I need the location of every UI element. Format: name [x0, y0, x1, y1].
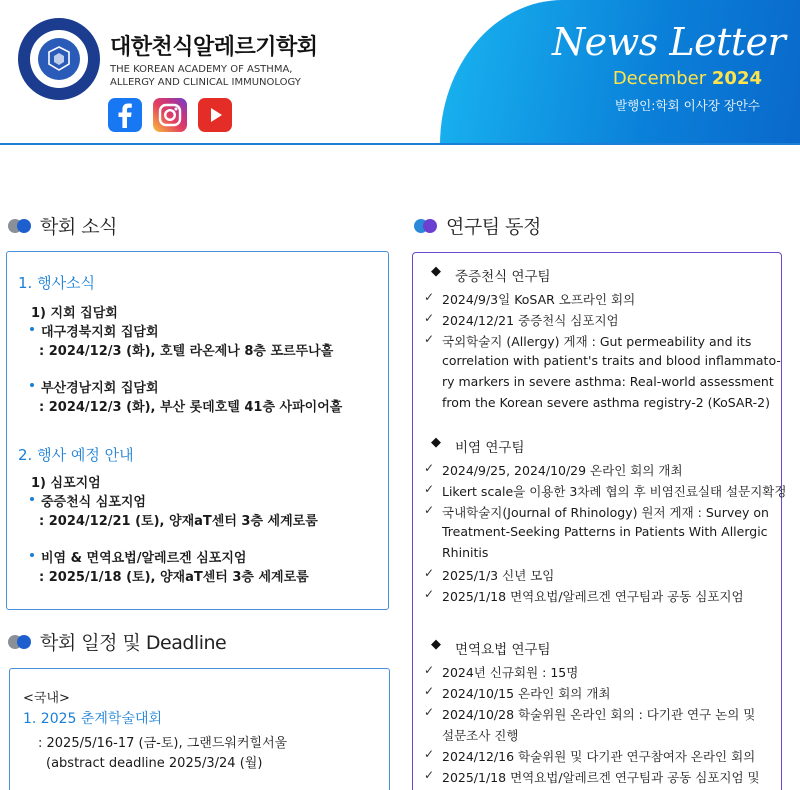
org-name-en-line2: ALLERGY AND CLINICAL IMMUNOLOGY [110, 77, 301, 88]
upcoming-item-detail: : 2025/1/18 (토), 양재aT센터 3층 세계로룸 [39, 570, 309, 585]
team-item: ✓ 2024/10/15 온라인 회의 개최 [424, 684, 611, 702]
event-item-detail: : 2024/12/3 (화), 호텔 라온제나 8층 포르뚜나홀 [39, 344, 334, 359]
team-item: ✓ Likert scale을 이용한 3차례 협의 후 비염진료실태 설문지확정 [424, 482, 786, 500]
youtube-icon[interactable] [198, 98, 232, 132]
header-divider [0, 143, 800, 145]
section-bullet-icon [414, 219, 440, 233]
research-box [412, 252, 787, 790]
upcoming-subheading: 1) 심포지엄 [31, 476, 101, 491]
schedule-title: 학회 일정 및 Deadline [40, 632, 227, 654]
team-item-continuation: ry markers in severe asthma: Real-world assessment [442, 374, 774, 389]
event-item-name: 대구경북지회 집담회 [41, 321, 159, 340]
upcoming-item-name: 비염 & 면역요법/알레르겐 심포지엄 [41, 547, 246, 566]
team-item: ✓ 2025/1/3 신년 모임 [424, 566, 554, 584]
team-item: ✓ 국외학술지 (Allergy) 게재 : Gut permeability and its [424, 332, 751, 350]
upcoming-item-name: 중증천식 심포지엄 [41, 491, 146, 510]
upcoming-item-detail: : 2024/12/21 (토), 양재aT센터 3층 세계로룸 [39, 514, 318, 529]
issue-date [613, 68, 762, 89]
team-item-continuation: Rhinitis [442, 545, 489, 560]
event-item-name: 부산경남지회 집담회 [41, 377, 159, 396]
team-item-continuation: from the Korean severe asthma registry-2 (KoSAR-2) [442, 395, 770, 410]
events-subheading: 1) 지회 집담회 [31, 306, 118, 321]
team-item: ✓ 2024/10/28 학술위원 온라인 회의 : 다기관 연구 논의 및 [424, 705, 755, 723]
event-item-detail: : 2024/12/3 (화), 부산 롯데호텔 41층 사파이어홀 [39, 400, 343, 415]
team-heading: ◆ 면역요법 연구팀 [431, 638, 551, 658]
newsletter-header [0, 0, 800, 145]
team-item-continuation: correlation with patient's traits and blood inflammato- [442, 353, 781, 368]
publisher: 발행인:학회 이사장 장안수 [615, 98, 760, 113]
academy-news-title: 학회 소식 [40, 216, 117, 238]
academy-seal-icon [18, 18, 100, 100]
team-item-continuation: Treatment-Seeking Patterns in Patients With Allergic [442, 524, 768, 539]
team-item: ✓ 2024/9/3일 KoSAR 오프라인 회의 [424, 290, 635, 308]
team-heading: ◆ 중증천식 연구팀 [431, 265, 551, 285]
issue-month: December [612, 68, 707, 89]
schedule-item-detail: : 2025/5/16-17 (금-토), 그랜드워커힐서울 [38, 736, 288, 751]
team-item: ✓ 2024/12/21 중증천식 심포지엄 [424, 311, 619, 329]
team-item: ✓ 2025/1/18 면역요법/알레르겐 연구팀과 공동 심포지엄 [424, 587, 744, 605]
team-item: ✓ 2025/1/18 면역요법/알레르겐 연구팀과 공동 심포지엄 및 [424, 768, 760, 786]
events-heading: 1. 행사소식 [18, 274, 96, 292]
team-item: ✓ 국내학술지(Journal of Rhinology) 원저 게재 : Survey on [424, 503, 769, 521]
section-bullet-icon [8, 219, 34, 233]
team-item: ✓ 2024/12/16 학술위원 및 다기관 연구참여자 온라인 회의 [424, 747, 755, 765]
schedule-item-deadline: (abstract deadline 2025/3/24 (월) [46, 756, 263, 771]
upcoming-heading: 2. 행사 예정 안내 [18, 446, 134, 464]
team-item: ✓ 2024년 신규회원 : 15명 [424, 663, 578, 681]
newsletter-title: News Letter [552, 20, 786, 64]
academy-news-box [6, 251, 389, 610]
team-heading: ◆ 비염 연구팀 [431, 436, 525, 456]
team-item-continuation: 설문조사 진행 [442, 728, 519, 743]
schedule-box [9, 668, 390, 790]
research-title: 연구팀 동정 [446, 216, 541, 238]
org-name-ko: 대한천식알레르기학회 [110, 35, 318, 60]
instagram-icon[interactable] [153, 98, 187, 132]
team-item: ✓ 2024/9/25, 2024/10/29 온라인 회의 개최 [424, 461, 683, 479]
schedule-item-heading: 1. 2025 춘계학술대회 [23, 711, 163, 727]
domestic-label: <국내> [23, 691, 70, 706]
section-bullet-icon [8, 635, 34, 649]
facebook-icon[interactable] [108, 98, 142, 132]
issue-year: 2024 [711, 68, 762, 89]
org-name-en-line1: THE KOREAN ACADEMY OF ASTHMA, [110, 64, 293, 75]
